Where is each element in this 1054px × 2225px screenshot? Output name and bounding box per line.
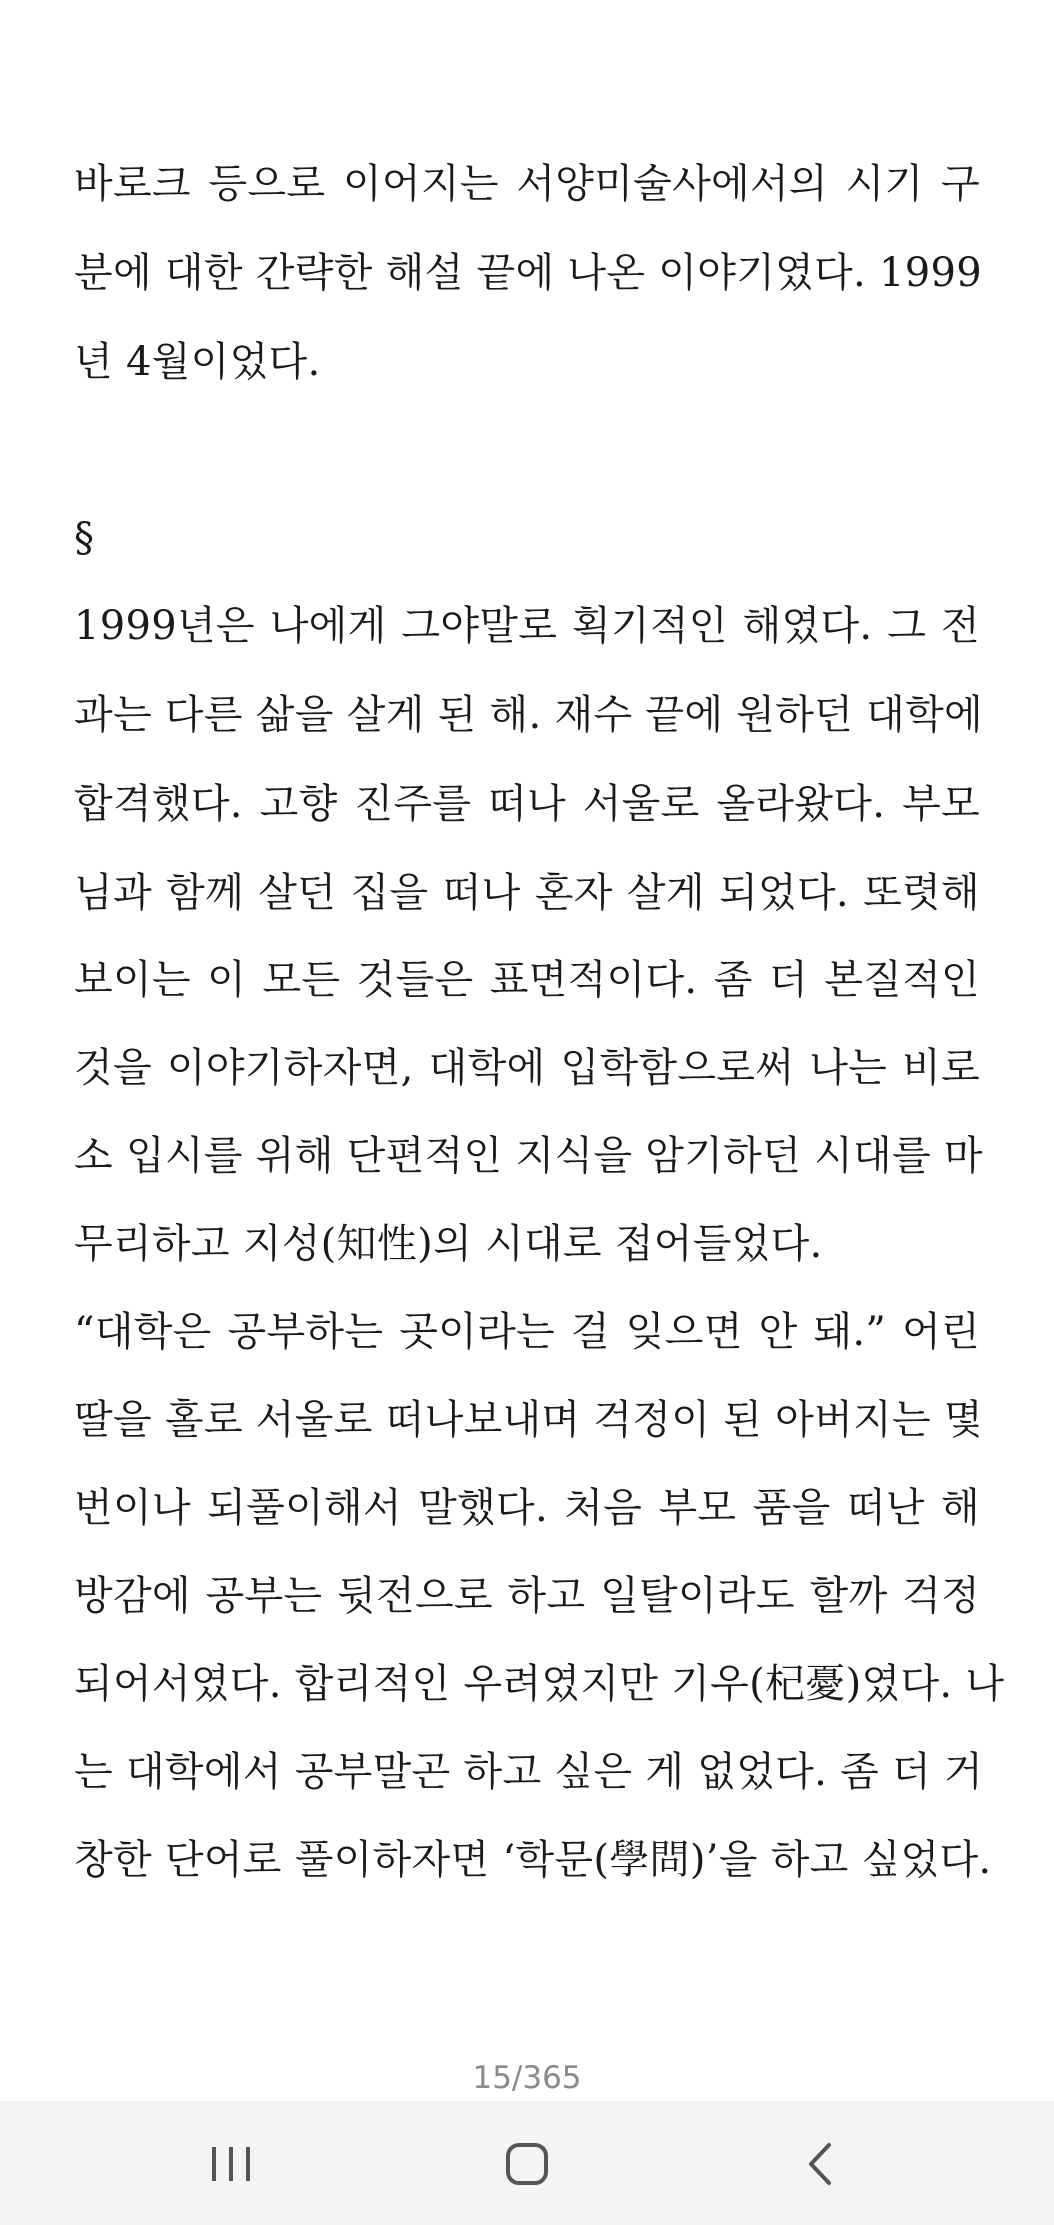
back-icon: [805, 2141, 835, 2187]
text-line: 는 대학에서 공부말곤 하고 싶은 게 없었다. 좀 더 거: [74, 1749, 983, 1795]
text-line: 보이는 이 모든 것들은 표면적이다. 좀 더 본질적인: [74, 957, 980, 1003]
back-button[interactable]: [760, 2123, 880, 2205]
text-line: 되어서였다. 합리적인 우려였지만 기우(杞憂)였다. 나: [74, 1661, 1005, 1707]
text-line: 과는 다른 삶을 살게 된 해. 재수 끝에 원하던 대학에: [74, 692, 983, 738]
text-line: 방감에 공부는 뒷전으로 하고 일탈이라도 할까 걱정: [74, 1573, 980, 1619]
text-line: 소 입시를 위해 단편적인 지식을 암기하던 시대를 마: [74, 1133, 983, 1179]
text-line: 님과 함께 살던 집을 떠나 혼자 살게 되었다. 또렷해: [74, 870, 980, 916]
home-icon: [504, 2141, 550, 2187]
text-line: 바로크 등으로 이어지는 서양미술사에서의 시기 구: [74, 161, 980, 207]
recent-apps-icon: [208, 2144, 254, 2184]
text-line: 것을 이야기하자면, 대학에 입학함으로써 나는 비로: [74, 1045, 980, 1091]
recent-apps-button[interactable]: [171, 2123, 291, 2205]
text-line: 무리하고 지성(知性)의 시대로 접어들었다.: [74, 1221, 823, 1267]
text-line: 1999년은 나에게 그야말로 획기적인 해였다. 그 전: [74, 603, 980, 649]
text-line: “대학은 공부하는 곳이라는 걸 잊으면 안 돼.” 어린: [74, 1309, 980, 1355]
text-line: 번이나 되풀이해서 말했다. 처음 부모 품을 떠난 해: [74, 1485, 980, 1531]
section-divider: §: [74, 515, 94, 561]
text-line: 분에 대한 간략한 해설 끝에 나온 이야기였다. 1999: [74, 250, 983, 296]
text-line: 창한 단어로 풀이하자면 ‘학문(學問)’을 하고 싶었다.: [74, 1837, 992, 1883]
navigation-bar: [0, 2101, 1054, 2225]
home-button[interactable]: [467, 2123, 587, 2205]
page-indicator: 15/365: [472, 2060, 582, 2096]
text-line: 합격했다. 고향 진주를 떠나 서울로 올라왔다. 부모: [74, 781, 980, 827]
text-line: 년 4월이었다.: [74, 339, 321, 385]
text-line: 딸을 홀로 서울로 떠나보내며 걱정이 된 아버지는 몇: [74, 1397, 983, 1443]
